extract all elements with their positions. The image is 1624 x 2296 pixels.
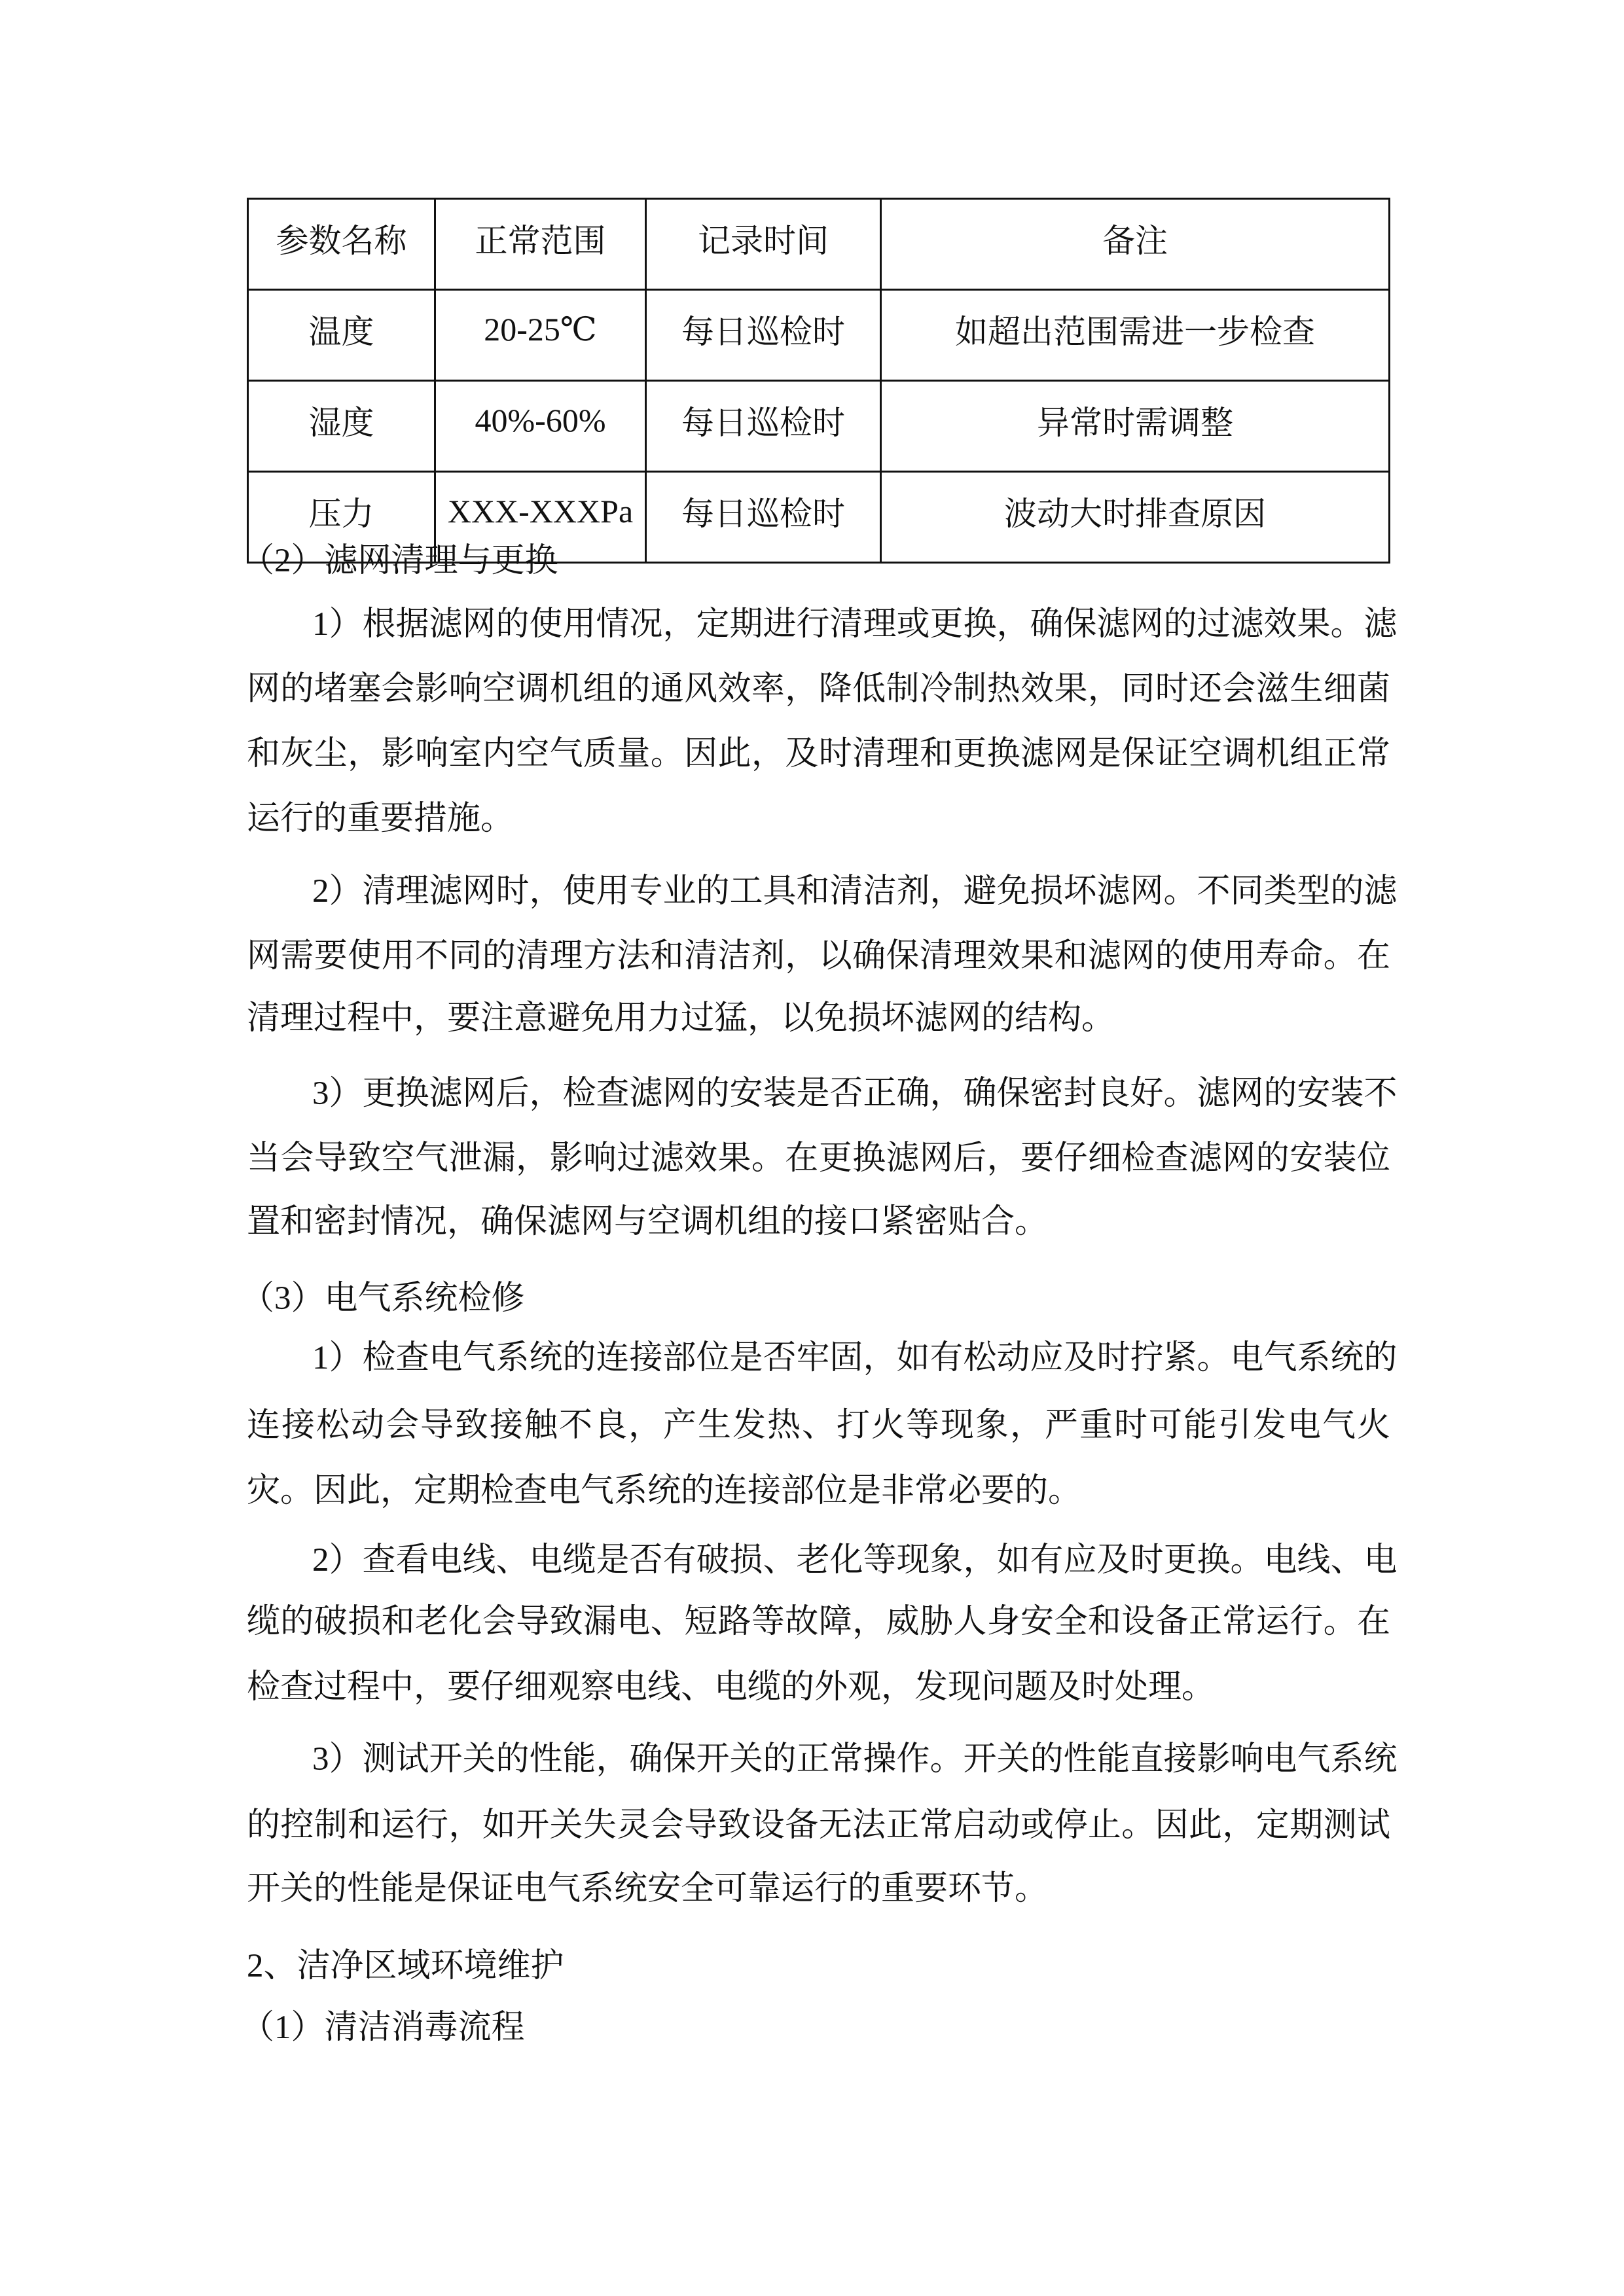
table-cell: 40%-60%	[435, 381, 646, 472]
paragraph-line: 连接松动会导致接触不良，产生发热、打火等现象，严重时可能引发电气火	[247, 1407, 1390, 1444]
table-row	[248, 290, 1390, 381]
paragraph-line: 和灰尘，影响室内空气质量。因此，及时清理和更换滤网是保证空调机组正常	[247, 736, 1390, 772]
paragraph-line: 检查过程中，要仔细观察电线、电缆的外观，发现问题及时处理。	[247, 1669, 1216, 1706]
table-cell: 每日巡检时	[646, 290, 881, 381]
table-header-row	[248, 199, 1390, 290]
paragraph-line: 2）清理滤网时，使用专业的工具和清洁剂，避免损坏滤网。不同类型的滤	[312, 873, 1398, 910]
table-cell: 如超出范围需进一步检查	[881, 290, 1390, 381]
table-cell: 波动大时排查原因	[881, 472, 1390, 563]
table-cell: 异常时需调整	[881, 381, 1390, 472]
table-cell: 每日巡检时	[646, 472, 881, 563]
paragraph-line: 3）测试开关的性能，确保开关的正常操作。开关的性能直接影响电气系统	[312, 1741, 1398, 1778]
header-cell: 记录时间	[646, 199, 881, 290]
header-cell: 备注	[881, 199, 1390, 290]
paragraph-line: 缆的破损和老化会导致漏电、短路等故障，威胁人身安全和设备正常运行。在	[247, 1604, 1390, 1640]
parameter-table	[247, 198, 1390, 564]
table-cell: 压力	[248, 472, 435, 563]
paragraph-line: 1）检查电气系统的连接部位是否牢固，如有松动应及时拧紧。电气系统的	[312, 1340, 1398, 1376]
paragraph-line: 2）查看电线、电缆是否有破损、老化等现象，如有应及时更换。电线、电	[312, 1542, 1398, 1579]
paragraph-line: 网需要使用不同的清理方法和清洁剂，以确保清理效果和滤网的使用寿命。在	[247, 938, 1390, 975]
table-cell: XXX-XXXPa	[435, 472, 646, 563]
table-cell: 每日巡检时	[646, 381, 881, 472]
table-row	[248, 381, 1390, 472]
section-heading: （3）电气系统检修	[241, 1280, 525, 1317]
section-heading: （2）滤网清理与更换	[241, 543, 558, 579]
section-heading: （1）清洁消毒流程	[241, 2009, 525, 2046]
header-cell: 参数名称	[248, 199, 435, 290]
paragraph-line: 置和密封情况，确保滤网与空调机组的接口紧密贴合。	[247, 1204, 1049, 1240]
paragraph-line: 清理过程中，要注意避免用力过猛，以免损坏滤网的结构。	[247, 1000, 1115, 1037]
paragraph-line: 1）根据滤网的使用情况，定期进行清理或更换，确保滤网的过滤效果。滤	[312, 606, 1398, 643]
paragraph-line: 3）更换滤网后，检查滤网的安装是否正确，确保密封良好。滤网的安装不	[312, 1075, 1398, 1112]
paragraph-line: 灾。因此，定期检查电气系统的连接部位是非常必要的。	[247, 1473, 1082, 1509]
section-heading: 2、洁净区域环境维护	[247, 1948, 564, 1984]
table-cell: 20-25℃	[435, 290, 646, 381]
table-cell: 湿度	[248, 381, 435, 472]
paragraph-line: 开关的性能是保证电气系统安全可靠运行的重要环节。	[247, 1871, 1049, 1907]
paragraph-line: 当会导致空气泄漏，影响过滤效果。在更换滤网后，要仔细检查滤网的安装位	[247, 1140, 1390, 1177]
paragraph-line: 运行的重要措施。	[247, 800, 514, 837]
paragraph-line: 的控制和运行，如开关失灵会导致设备无法正常启动或停止。因此，定期测试	[247, 1807, 1390, 1844]
paragraph-line: 网的堵塞会影响空调机组的通风效率，降低制冷制热效果，同时还会滋生细菌	[247, 671, 1390, 708]
header-cell: 正常范围	[435, 199, 646, 290]
table-cell: 温度	[248, 290, 435, 381]
